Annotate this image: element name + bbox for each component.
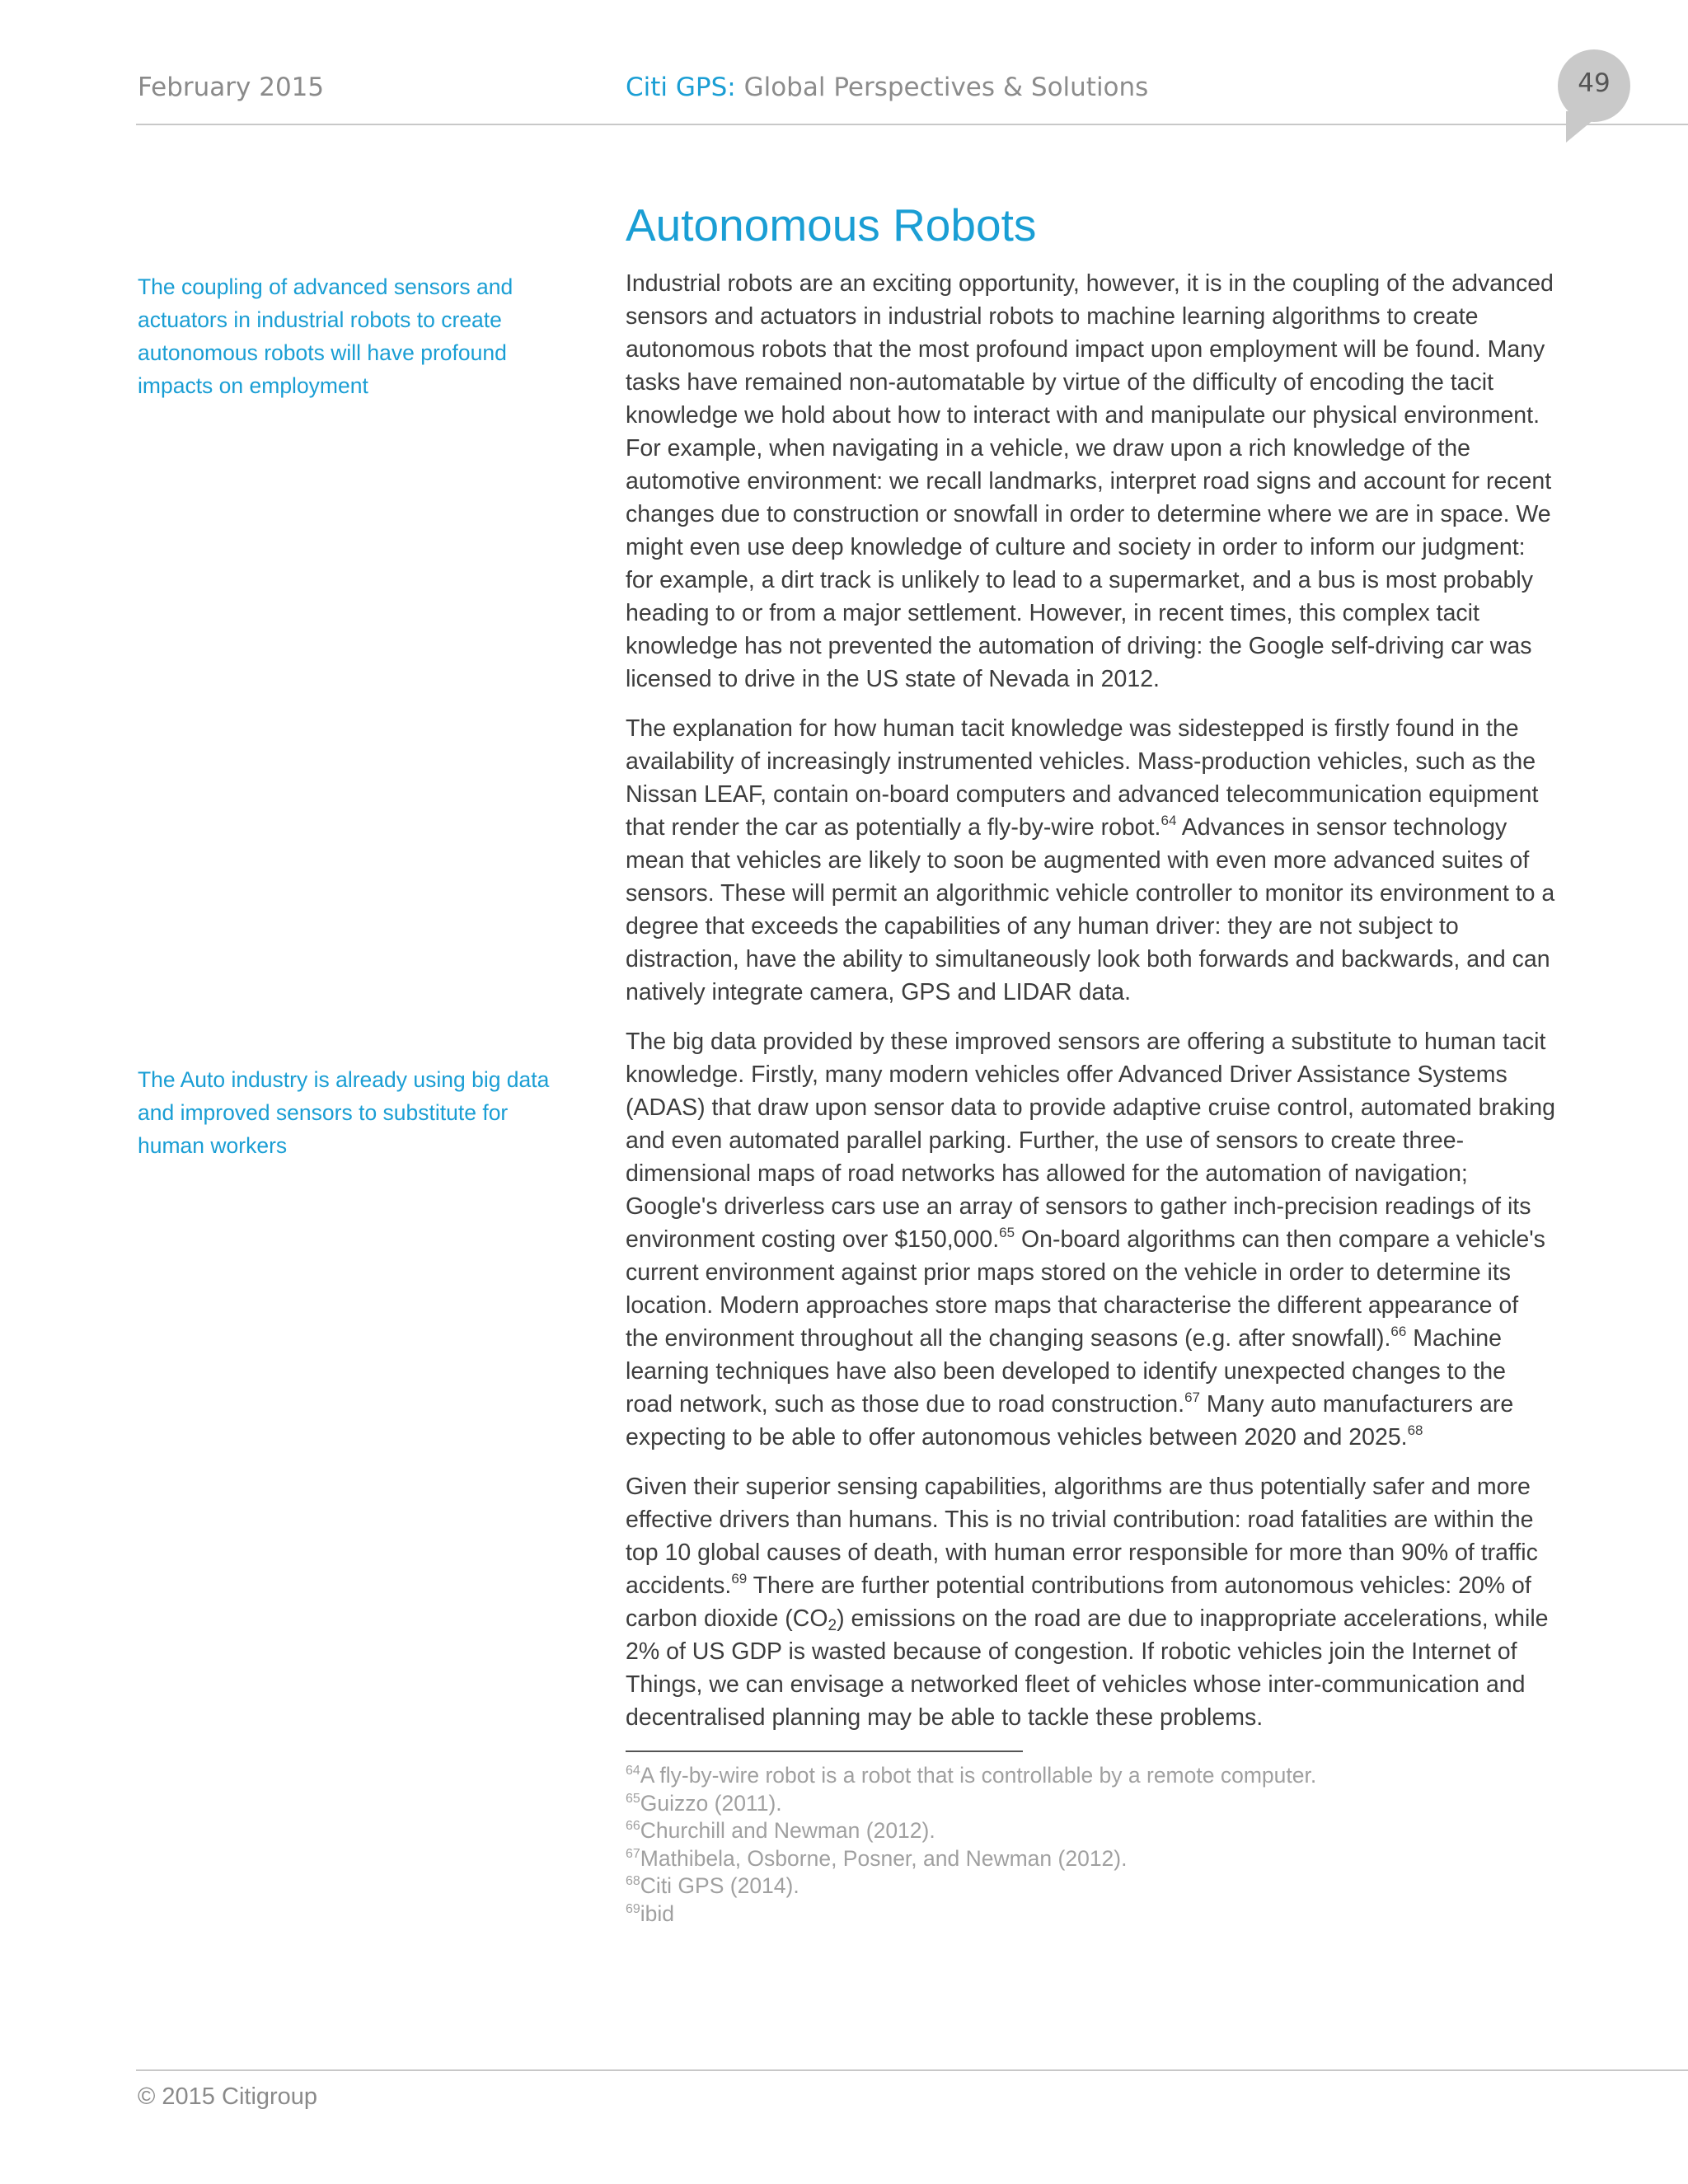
paragraph-text: The big data provided by these improved sensors are offering a substitute to human tacit knowledge. Firstly, many modern vehicles offer Advanced Driver Assistance Systems (ADAS) that draw upon sensor data to provide adaptive cruise control, automated braking and even automated parallel parking. Further, the use of sensors to create three-dimensional maps of road networks has allowed for the automation of navigation; Google's driverless cars use an array of sensors to gather inch-precision readings of its environment costing over $150,000. [626, 1029, 1555, 1253]
chemical-subscript: 2 [828, 1617, 837, 1634]
footnote-number: 68 [626, 1874, 640, 1888]
paragraph-text: There are further potential contributions from autonomous vehicles: 20% of carbon dioxide (CO [626, 1572, 1531, 1632]
article-paragraph: Industrial robots are an exciting opportunity, however, it is in the coupling of the advanced sensors and actuators in industrial robots to machine learning algorithms to create autonomous robots that the most profound impact upon employment will be found. Many tasks have remained non-automatable by virtue of the difficulty of encoding the tacit knowledge we hold about how to interact with and manipulate our physical environment. For example, when navigating in a vehicle, we draw upon a rich knowledge of the automotive environment: we recall landmarks, interpret road signs and account for recent changes due to construction or snowfall in order to determine where we are in space. We might even use deep knowledge of culture and society in order to inform our judgment: for example, a dirt track is unlikely to lead to a supermarket, and a bus is most probably heading to or from a major settlement. However, in recent times, this complex tacit knowledge has not prevented the automation of driving: the Google self-driving car was licensed to drive in the US state of Nevada in 2012. [626, 270, 1554, 692]
sidebar-note: The Auto industry is already using big data and improved sensors to substitute for human workers [138, 1067, 550, 1158]
footnote [626, 1900, 1557, 1929]
page-number: 49 [1578, 68, 1611, 98]
article-paragraph [626, 712, 1557, 1009]
article [626, 198, 1557, 1928]
footnotes [626, 1762, 1557, 1928]
publication-title [626, 73, 1148, 102]
footnote [626, 1817, 1557, 1845]
footnote-text: Guizzo (2011). [640, 1790, 782, 1816]
paragraph-text: The explanation for how human tacit knowledge was sidestepped is firstly found in the availability of increasingly instrumented vehicles. Mass-production vehicles, such as the Nissan LEAF, contain on-board computers and advanced telecommunication equipment that render the car as potentially a fly-by-wire robot. [626, 715, 1539, 841]
footnote-text: A fly-by-wire robot is a robot that is controllable by a remote computer. [640, 1763, 1317, 1788]
copyright: © 2015 Citigroup [138, 2083, 318, 2110]
footnote [626, 1790, 1557, 1818]
article-paragraph [626, 1470, 1557, 1734]
footnote-text: Mathibela, Osborne, Posner, and Newman (2012). [640, 1845, 1128, 1871]
article-title: Autonomous Robots [626, 199, 1037, 251]
footer-divider [136, 2069, 1688, 2071]
article-paragraph [626, 1025, 1557, 1454]
footnote-number: 64 [626, 1764, 640, 1778]
footnote-text: Churchill and Newman (2012). [640, 1818, 935, 1843]
footnote-text: Citi GPS (2014). [640, 1873, 799, 1898]
footnote-number: 65 [626, 1791, 640, 1806]
footnote-number: 69 [626, 1901, 640, 1916]
paragraph-text: On-board algorithms can then compare a vehicle's current environment against prior maps stored on the vehicle in order to determine its location. Modern approaches store maps that characterise the different appearance of the environment throughout all the changing seasons (e.g. after snowfall). [626, 1226, 1545, 1352]
paragraph-text: Machine learning techniques have also been developed to identify unexpected changes to the road network, such as those due to road construction. [626, 1325, 1506, 1418]
header-divider [136, 124, 1688, 125]
footnote-ref[interactable]: 67 [1184, 1390, 1200, 1405]
footnote-ref[interactable]: 66 [1390, 1324, 1407, 1339]
paragraph-text: ) emissions on the road are due to inappropriate accelerations, while 2% of US GDP is wasted because of congestion. If robotic vehicles join the Internet of Things, we can envisage a networked fleet of vehicles whose inter-communication and decentralised planning may be able to tackle these problems. [626, 1605, 1549, 1731]
footnote-number: 67 [626, 1846, 640, 1861]
header-date: February 2015 [138, 73, 325, 102]
brand-name: Citi GPS: [626, 73, 736, 102]
footnote-text: ibid [640, 1900, 675, 1926]
paragraph-text: Advances in sensor technology mean that vehicles are likely to soon be augmented with even more advanced suites of sensors. These will permit an algorithmic vehicle controller to monitor its environment to a degree that exceeds the capabilities of any human driver: they are not subject to distraction, have the ability to simultaneously look both forwards and backwards, and can natively integrate camera, GPS and LIDAR data. [626, 814, 1555, 1005]
footnote-number: 66 [626, 1819, 640, 1833]
paragraph-text: Many auto manufacturers are expecting to be able to offer autonomous vehicles between 2020 and 2025. [626, 1391, 1514, 1451]
paragraph-text: Given their superior sensing capabilities, algorithms are thus potentially safer and more effective drivers than humans. This is no trivial contribution: road fatalities are within the top 10 global causes of death, with human error responsible for more than 90% of traffic accidents. [626, 1474, 1538, 1599]
footnote [626, 1872, 1557, 1900]
sidebar-note: The coupling of advanced sensors and actuators in industrial robots to create autonomous robots will have profound impacts on employment [138, 274, 513, 398]
footnote [626, 1845, 1557, 1873]
publication-subtitle: Global Perspectives & Solutions [743, 73, 1149, 102]
footnote-ref[interactable]: 69 [731, 1571, 748, 1586]
footnote [626, 1762, 1557, 1790]
footnote-ref[interactable]: 64 [1160, 813, 1177, 828]
footnote-ref[interactable]: 65 [999, 1225, 1015, 1240]
footnote-ref[interactable]: 68 [1407, 1422, 1423, 1438]
footnote-divider [626, 1750, 1023, 1752]
